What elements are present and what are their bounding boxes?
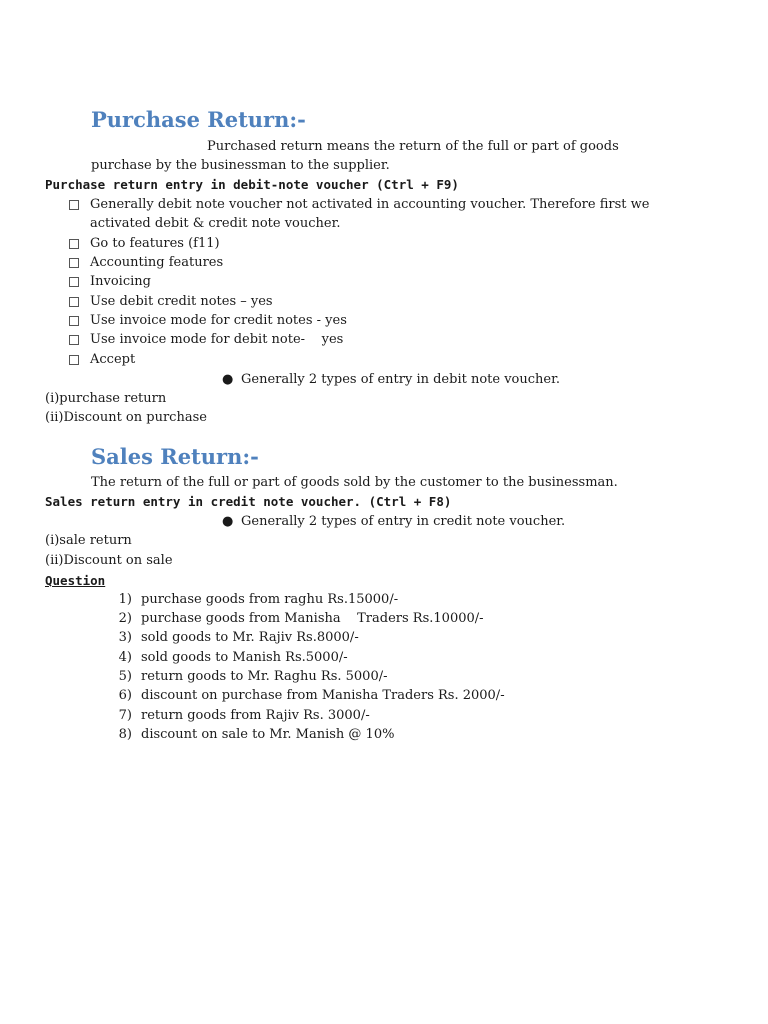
step-text: Use debit credit notes – yes	[90, 294, 273, 309]
question-number: 7)	[118, 708, 132, 723]
question-number: 5)	[118, 669, 132, 684]
sales-types-note: Generally 2 types of entry in credit note voucher.	[241, 514, 566, 529]
checkbox-icon	[69, 258, 79, 268]
question-text: sold goods to Mr. Rajiv Rs.8000/-	[141, 630, 359, 645]
purchase-types-note: Generally 2 types of entry in debit note voucher.	[241, 372, 561, 387]
question-text: purchase goods from Manisha Traders Rs.10000/-	[141, 611, 484, 626]
question-text: purchase goods from raghu Rs.15000/-	[141, 592, 399, 607]
checkbox-icon	[69, 277, 79, 287]
question-number: 2)	[118, 611, 132, 626]
sales-return-heading: Sales Return:-	[91, 444, 259, 469]
step-text: Accept	[90, 352, 136, 367]
checkbox-icon	[69, 239, 79, 249]
purchase-intro-line1: Purchased return means the return of the full or part of goods	[207, 139, 619, 154]
question-number: 1)	[118, 592, 132, 607]
bullet-dot-icon: ●	[222, 372, 234, 387]
question-text: return goods to Mr. Raghu Rs. 5000/-	[141, 669, 388, 684]
purchase-type-1: (i)purchase return	[45, 391, 167, 406]
checkbox-icon	[69, 297, 79, 307]
sales-intro: The return of the full or part of goods sold by the customer to the businessman.	[91, 475, 618, 490]
purchase-type-2: (ii)Discount on purchase	[45, 410, 207, 425]
bullet-dot-icon: ●	[222, 514, 234, 529]
step-text: Use invoice mode for debit note- yes	[90, 332, 344, 347]
step-text: Go to features (f11)	[90, 236, 220, 251]
question-number: 3)	[118, 630, 132, 645]
question-number: 4)	[118, 650, 132, 665]
step-text: Invoicing	[90, 274, 151, 289]
sales-type-1: (i)sale return	[45, 533, 132, 548]
checkbox-icon	[69, 200, 79, 210]
checkbox-icon	[69, 355, 79, 365]
question-text: return goods from Rajiv Rs. 3000/-	[141, 708, 370, 723]
question-number: 8)	[118, 727, 132, 742]
question-text: discount on purchase from Manisha Traders Rs. 2000/-	[141, 688, 505, 703]
purchase-return-heading: Purchase Return:-	[91, 107, 306, 132]
step-text: Use invoice mode for credit notes - yes	[90, 313, 347, 328]
question-text: sold goods to Manish Rs.5000/-	[141, 650, 348, 665]
checkbox-icon	[69, 335, 79, 345]
sales-type-2: (ii)Discount on sale	[45, 553, 173, 568]
checkbox-icon	[69, 316, 79, 326]
sales-entry-title: Sales return entry in credit note voucher. (Ctrl + F8)	[45, 494, 452, 509]
question-number: 6)	[118, 688, 132, 703]
question-text: discount on sale to Mr. Manish @ 10%	[141, 727, 395, 742]
step-text: Accounting features	[90, 255, 224, 270]
question-label: Question	[45, 573, 106, 588]
purchase-entry-title: Purchase return entry in debit-note voucher (Ctrl + F9)	[45, 177, 459, 192]
step-text: Generally debit note voucher not activated in accounting voucher. Therefore first we	[90, 197, 650, 212]
step-text-continued: activated debit & credit note voucher.	[90, 216, 341, 231]
purchase-intro-line2: purchase by the businessman to the supplier.	[91, 158, 390, 173]
